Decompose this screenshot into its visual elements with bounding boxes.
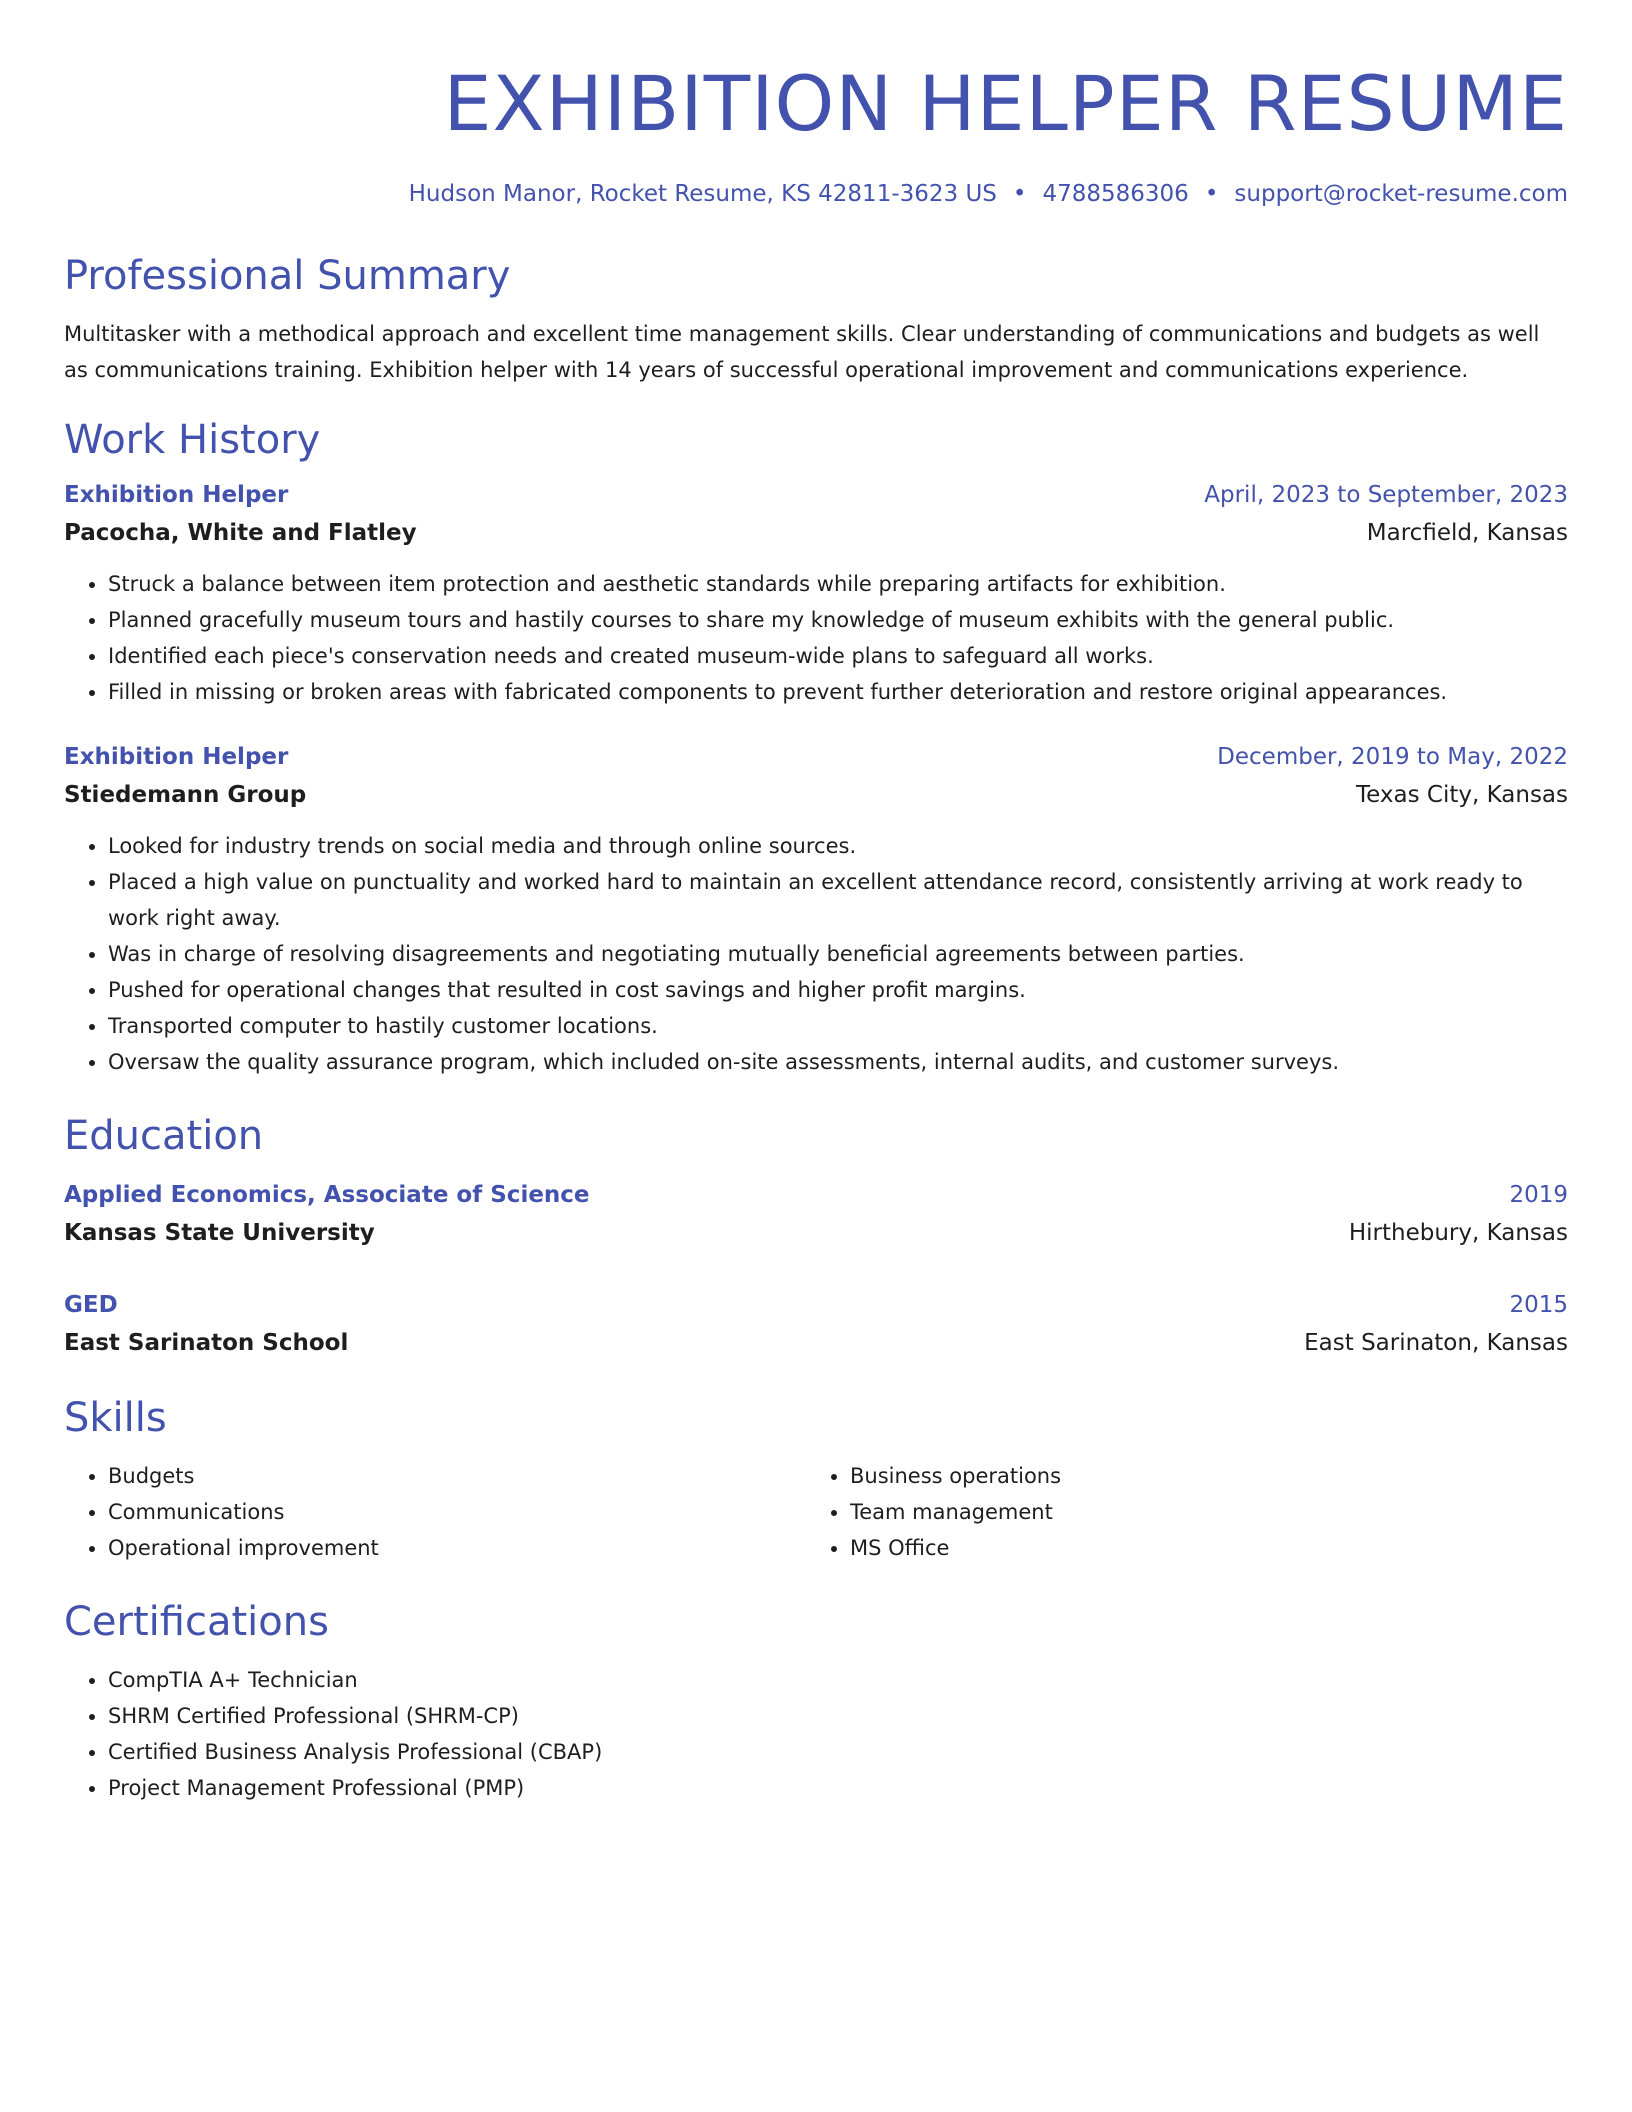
education-header bbox=[64, 1176, 1568, 1214]
skill-item: • Team management bbox=[850, 1494, 1548, 1530]
certifications-list bbox=[64, 1662, 1568, 1806]
skills-column-left bbox=[64, 1458, 806, 1566]
education-entry bbox=[64, 1176, 1568, 1252]
job-subheader bbox=[64, 514, 1568, 552]
job-header bbox=[64, 476, 1568, 514]
education-year: 2015 bbox=[1509, 1292, 1568, 1318]
skills-column-right bbox=[806, 1458, 1548, 1566]
contact-separator: • bbox=[1012, 181, 1027, 207]
skills-heading: Skills bbox=[64, 1395, 167, 1441]
job-dates: December, 2019 to May, 2022 bbox=[1217, 744, 1568, 770]
job-company: Pacocha, White and Flatley bbox=[64, 520, 417, 546]
summary-heading: Professional Summary bbox=[64, 253, 511, 299]
education-header bbox=[64, 1286, 1568, 1324]
job-bullet: • Planned gracefully museum tours and hastily courses to share my knowledge of museum exhibits with the general public. bbox=[108, 602, 1568, 638]
job-bullet: • Was in charge of resolving disagreements and negotiating mutually beneficial agreements between parties. bbox=[108, 936, 1568, 972]
education-school: Kansas State University bbox=[64, 1220, 375, 1246]
skills-grid bbox=[64, 1458, 1568, 1566]
job-location: Texas City, Kansas bbox=[1356, 782, 1568, 808]
job-bullet: • Filled in missing or broken areas with fabricated components to prevent further deterioration and restore original appearances. bbox=[108, 674, 1568, 710]
resume-title: EXHIBITION HELPER RESUME bbox=[443, 59, 1568, 148]
job-subheader bbox=[64, 776, 1568, 814]
skill-item: • Budgets bbox=[108, 1458, 806, 1494]
certification-item: • SHRM Certified Professional (SHRM-CP) bbox=[108, 1698, 1568, 1734]
job-bullet: • Looked for industry trends on social media and through online sources. bbox=[108, 828, 1568, 864]
resume-page bbox=[64, 0, 1568, 1806]
job-bullets bbox=[64, 828, 1568, 1080]
work-history-heading: Work History bbox=[64, 417, 321, 463]
contact-email: support@rocket-resume.com bbox=[1234, 181, 1568, 207]
job-company: Stiedemann Group bbox=[64, 782, 307, 808]
job-bullet: • Pushed for operational changes that resulted in cost savings and higher profit margins. bbox=[108, 972, 1568, 1008]
job-title: Exhibition Helper bbox=[64, 744, 289, 770]
job-bullet: • Transported computer to hastily customer locations. bbox=[108, 1008, 1568, 1044]
education-year: 2019 bbox=[1509, 1182, 1568, 1208]
education-location: Hirthebury, Kansas bbox=[1348, 1220, 1568, 1246]
summary-text: Multitasker with a methodical approach and excellent time management skills. Clear understanding of communications and budgets as well as communications training. Exhibition helper with 14 years of successful operational improvement and communications experience. bbox=[64, 322, 1540, 382]
education-school: East Sarinaton School bbox=[64, 1330, 349, 1356]
skill-item: • Operational improvement bbox=[108, 1530, 806, 1566]
education-subheader bbox=[64, 1214, 1568, 1252]
education-degree: Applied Economics, Associate of Science bbox=[64, 1182, 590, 1208]
job-dates: April, 2023 to September, 2023 bbox=[1204, 482, 1568, 508]
education-subheader bbox=[64, 1324, 1568, 1362]
contact-phone: 4788586306 bbox=[1042, 181, 1189, 207]
education-entry bbox=[64, 1286, 1568, 1362]
job-header bbox=[64, 738, 1568, 776]
education-heading: Education bbox=[64, 1113, 264, 1159]
job-bullet: • Placed a high value on punctuality and worked hard to maintain an excellent attendance record, consistently arriving at work ready to work right away. bbox=[108, 864, 1568, 936]
certification-item: • Project Management Professional (PMP) bbox=[108, 1770, 1568, 1806]
job-location: Marcfield, Kansas bbox=[1366, 520, 1568, 546]
skill-item: • Business operations bbox=[850, 1458, 1548, 1494]
job-title: Exhibition Helper bbox=[64, 482, 289, 508]
contact-line bbox=[64, 178, 1568, 210]
education-degree: GED bbox=[64, 1292, 118, 1318]
job-bullet: • Identified each piece's conservation needs and created museum-wide plans to safeguard all works. bbox=[108, 638, 1568, 674]
job-entry bbox=[64, 476, 1568, 710]
certification-item: • CompTIA A+ Technician bbox=[108, 1662, 1568, 1698]
contact-address: Hudson Manor, Rocket Resume, KS 42811-3623 US bbox=[408, 181, 997, 207]
skill-item: • MS Office bbox=[850, 1530, 1548, 1566]
education-location: East Sarinaton, Kansas bbox=[1304, 1330, 1568, 1356]
job-bullet: • Struck a balance between item protection and aesthetic standards while preparing artifacts for exhibition. bbox=[108, 566, 1568, 602]
certification-item: • Certified Business Analysis Professional (CBAP) bbox=[108, 1734, 1568, 1770]
job-bullet: • Oversaw the quality assurance program, which included on-site assessments, internal audits, and customer surveys. bbox=[108, 1044, 1568, 1080]
contact-separator: • bbox=[1204, 181, 1219, 207]
job-bullets bbox=[64, 566, 1568, 710]
job-entry bbox=[64, 738, 1568, 1080]
skill-item: • Communications bbox=[108, 1494, 806, 1530]
certifications-heading: Certifications bbox=[64, 1599, 329, 1645]
